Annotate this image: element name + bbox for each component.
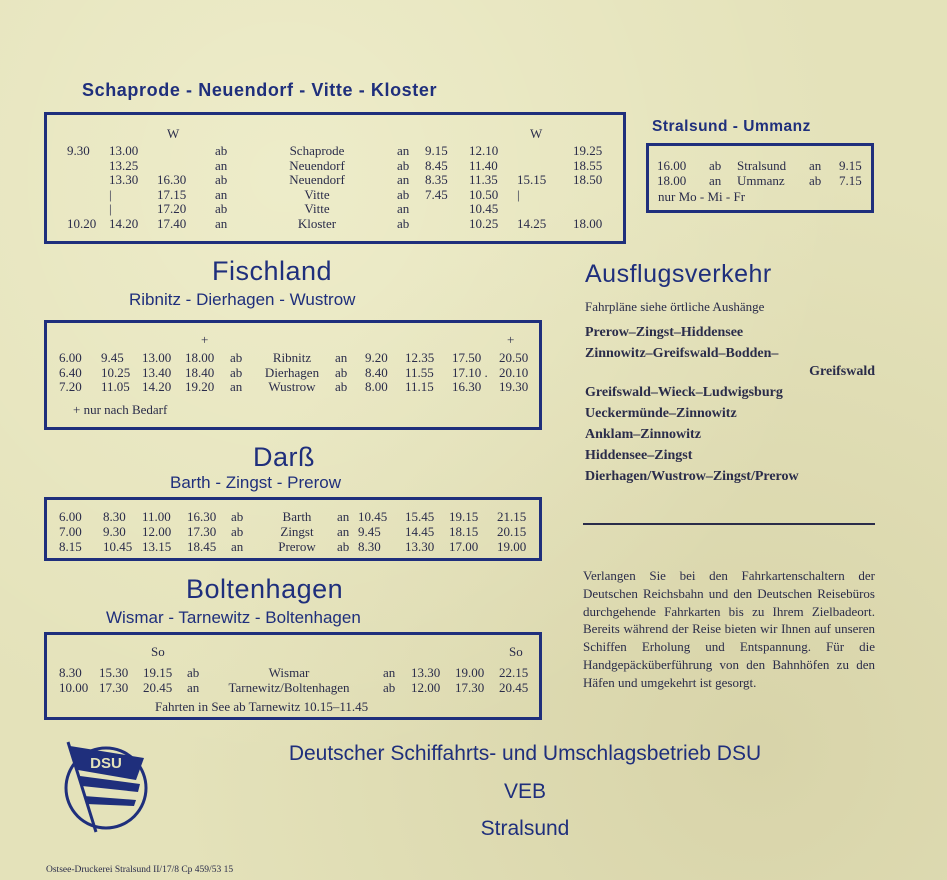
schaprode-marker-right: W (530, 126, 543, 141)
fischland-cell: ab (230, 350, 243, 365)
darss-cell: an (337, 524, 350, 539)
boltenhagen-cell: 22.15 (499, 665, 529, 680)
boltenhagen-cell: Tarnewitz/Boltenhagen (228, 679, 350, 695)
ausflug-route: Zinnowitz–Greifswald–Bodden– (585, 346, 779, 361)
schaprode-cell: 19.25 (573, 143, 603, 158)
fischland-subtitle: Ribnitz - Dierhagen - Wustrow (129, 290, 356, 309)
ummanz-cell: ab (809, 172, 822, 188)
schaprode-cell: ab (397, 186, 410, 202)
darss-cell: 15.45 (405, 509, 435, 524)
schaprode-cell: | (109, 201, 112, 217)
ummanz-cell: 7.15 (839, 172, 862, 188)
company-veb: VEB (503, 780, 547, 803)
fischland-cell: Ribnitz (272, 350, 312, 365)
ummanz-cell: Ummanz (737, 172, 785, 188)
fischland-cell: 8.40 (365, 364, 388, 380)
darss-cell: 6.00 (59, 509, 82, 524)
fischland-cell: 7.20 (59, 379, 82, 395)
fischland-cell: 18.00 (185, 350, 215, 365)
darss-cell: ab (231, 524, 244, 539)
schaprode-cell: 13.30 (109, 172, 139, 188)
fischland-cell: 6.00 (59, 350, 82, 365)
darss-cell: 10.45 (103, 539, 133, 554)
schaprode-cell: | (517, 186, 520, 202)
ummanz-cell: ab (709, 158, 722, 173)
darss-cell: Zingst (280, 524, 314, 539)
fischland-cell: 8.00 (365, 379, 388, 395)
ausflug-subtitle: Fahrpläne siehe örtliche Aushänge (585, 299, 765, 314)
ausflug-route: Prerow–Zingst–Hiddensee (585, 325, 744, 340)
ummanz-note: nur Mo - Mi - Fr (658, 189, 746, 204)
schaprode-cell: an (215, 157, 228, 173)
schaprode-marker-left: W (167, 126, 180, 141)
fischland-plus-left: + (201, 332, 209, 347)
darss-cell: 9.30 (103, 524, 126, 539)
ausflug-route: Greifswald–Wieck–Ludwigsburg (585, 385, 783, 400)
boltenhagen-cell: ab (187, 665, 200, 680)
boltenhagen-cell: 13.30 (411, 665, 441, 680)
ausflug-route: Ueckermünde–Zinnowitz (585, 406, 737, 421)
schaprode-timetable-box (44, 112, 626, 244)
schaprode-cell: ab (397, 216, 410, 231)
ausflug-route-list (585, 322, 875, 487)
schaprode-cell: an (397, 201, 410, 217)
fischland-cell: 16.30 (452, 379, 482, 395)
darss-cell: an (337, 509, 350, 524)
schaprode-cell: 8.35 (425, 172, 448, 188)
travel-notice-text: Verlangen Sie bei den Fahrkartenschaltern der Deutschen Reichsbahn und den Deutschen Reisebüros durchgehende Fahrkarten bis zu Ihrem Zielbadeort. Bereits während der Reise bieten wir Ihnen auf unseren Schiffen Erholung und Entspannung. Für die Handgepäcküberführung von den Bahnhöfen zu den Häfen und umgekehrt ist gesorgt. (583, 568, 875, 690)
fischland-cell: ab (230, 364, 243, 380)
darss-cell: 14.45 (405, 524, 435, 539)
darss-cell: 7.00 (59, 524, 82, 539)
fischland-cell: 10.25 (101, 364, 131, 380)
printer-imprint: Ostsee-Druckerei Stralsund II/17/8 Cp 459/53 15 (46, 865, 234, 875)
darss-title: Darß (253, 442, 315, 472)
boltenhagen-timetable-box (44, 632, 542, 720)
boltenhagen-marker-left: So (151, 644, 165, 659)
fischland-cell: 20.10 (499, 364, 529, 380)
boltenhagen-title: Boltenhagen (186, 574, 344, 604)
schaprode-cell: 13.00 (109, 143, 139, 158)
ummanz-cell: 9.15 (839, 158, 862, 173)
fischland-cell: ab (335, 364, 348, 380)
boltenhagen-cell: an (383, 665, 396, 680)
darss-cell: 8.15 (59, 539, 82, 554)
schaprode-cell: 10.25 (469, 216, 499, 231)
fischland-plus-right: + (507, 332, 515, 347)
ausflug-title: Ausflugsverkehr (585, 260, 772, 288)
schaprode-cell: 14.25 (517, 216, 547, 231)
darss-cell: 21.15 (497, 509, 527, 524)
boltenhagen-note: Fahrten in See ab Tarnewitz 10.15–11.45 (155, 699, 369, 714)
ummanz-title: Stralsund - Ummanz (652, 118, 811, 135)
company-name: Deutscher Schiffahrts- und Umschlagsbetrieb DSU (288, 742, 762, 765)
schaprode-cell: Vitte (304, 201, 330, 217)
boltenhagen-cell: 15.30 (99, 665, 129, 680)
fischland-cell: 11.05 (101, 379, 130, 395)
schaprode-cell: 17.40 (157, 216, 187, 231)
dsu-logo-stripe (84, 796, 136, 806)
darss-cell: 17.30 (187, 524, 217, 539)
darss-cell: 12.00 (142, 524, 172, 539)
fischland-cell: 18.40 (185, 364, 215, 380)
fischland-cell: 20.50 (499, 350, 529, 365)
schaprode-cell: ab (397, 157, 410, 173)
fischland-cell: 14.20 (142, 379, 172, 395)
darss-cell: 17.00 (449, 539, 479, 554)
fischland-note: + nur nach Bedarf (73, 402, 168, 417)
schaprode-cell: 18.50 (573, 172, 603, 188)
fischland-cell: 9.45 (101, 350, 124, 365)
darss-cell: 13.30 (405, 539, 435, 554)
fischland-cell: ab (335, 379, 348, 395)
schaprode-cell: ab (215, 143, 228, 158)
fischland-title: Fischland (212, 256, 333, 286)
schaprode-cell: 14.20 (109, 216, 139, 231)
fischland-cell: 13.40 (142, 364, 172, 380)
schaprode-cell: 17.20 (157, 201, 187, 217)
schaprode-cell: 11.35 (469, 172, 498, 188)
darss-cell: 8.30 (103, 509, 126, 524)
darss-timetable-box (44, 497, 542, 561)
ummanz-cell: an (809, 158, 822, 173)
schaprode-cell: 18.55 (573, 157, 603, 173)
schaprode-cell: an (215, 186, 228, 202)
schaprode-cell: Schaprode (289, 143, 345, 158)
boltenhagen-cell: 19.15 (143, 665, 173, 680)
darss-cell: Prerow (278, 539, 316, 554)
darss-cell: 18.45 (187, 539, 217, 554)
boltenhagen-cell: 10.00 (59, 679, 89, 695)
schaprode-cell: Vitte (304, 186, 330, 202)
boltenhagen-cell: 20.45 (143, 679, 173, 695)
divider-rule (583, 523, 875, 525)
boltenhagen-cell: an (187, 679, 200, 695)
schaprode-title: Schaprode - Neuendorf - Vitte - Kloster (82, 80, 438, 100)
schaprode-cell: 10.20 (67, 216, 97, 231)
boltenhagen-cell: 12.00 (411, 679, 441, 695)
schaprode-cell: 12.10 (469, 143, 499, 158)
schaprode-cell: an (397, 143, 410, 158)
fischland-cell: an (230, 379, 243, 395)
fischland-cell: an (335, 350, 348, 365)
ausflug-route: Dierhagen/Wustrow–Zingst/Prerow (585, 469, 799, 484)
fischland-cell: 6.40 (59, 364, 82, 380)
schaprode-cell: 9.15 (425, 143, 448, 158)
darss-cell: Barth (282, 509, 312, 524)
fischland-cell: 9.20 (365, 350, 388, 365)
ummanz-cell: 18.00 (657, 172, 687, 188)
schaprode-cell: 10.45 (469, 201, 499, 217)
schaprode-cell: ab (215, 201, 228, 217)
schaprode-cell: 18.00 (573, 216, 603, 231)
ausflug-route: Greifswald (809, 364, 875, 379)
boltenhagen-cell: 20.45 (499, 679, 529, 695)
darss-cell: 11.00 (142, 509, 171, 524)
schaprode-cell: | (109, 186, 112, 202)
schaprode-cell: Neuendorf (289, 172, 345, 188)
schaprode-cell: 11.40 (469, 157, 498, 173)
schaprode-cell: 9.30 (67, 143, 90, 158)
ausflug-route: Hiddensee–Zingst (585, 448, 693, 463)
fischland-cell: Wustrow (268, 379, 316, 395)
schaprode-cell: Kloster (297, 216, 337, 231)
darss-cell: 19.15 (449, 509, 479, 524)
darss-cell: 13.15 (142, 539, 172, 554)
darss-cell: 10.45 (358, 509, 388, 524)
boltenhagen-subtitle: Wismar - Tarnewitz - Boltenhagen (106, 608, 361, 627)
boltenhagen-marker-right: So (509, 644, 523, 659)
fischland-cell: 11.55 (405, 364, 434, 380)
schaprode-cell: 8.45 (425, 157, 448, 173)
schaprode-cell: an (215, 216, 228, 231)
darss-cell: 8.30 (358, 539, 381, 554)
darss-cell: 16.30 (187, 509, 217, 524)
schaprode-cell: Neuendorf (289, 157, 345, 173)
boltenhagen-cell: Wismar (268, 665, 310, 680)
travel-notice (583, 567, 875, 692)
darss-cell: 9.45 (358, 524, 381, 539)
fischland-cell: 17.10 . (452, 364, 488, 380)
darss-cell: ab (337, 539, 350, 554)
schaprode-cell: 17.15 (157, 186, 187, 202)
ummanz-cell: an (709, 172, 722, 188)
darss-cell: 18.15 (449, 524, 479, 539)
fischland-timetable-box (44, 320, 542, 430)
boltenhagen-cell: ab (383, 679, 396, 695)
schaprode-cell: 7.45 (425, 186, 448, 202)
schaprode-cell: ab (215, 172, 228, 188)
ummanz-cell: 16.00 (657, 158, 687, 173)
schaprode-cell: 16.30 (157, 172, 187, 188)
schaprode-cell: 10.50 (469, 186, 499, 202)
boltenhagen-cell: 17.30 (99, 679, 129, 695)
fischland-cell: 19.30 (499, 379, 529, 395)
boltenhagen-cell: 19.00 (455, 665, 485, 680)
fischland-cell: 13.00 (142, 350, 172, 365)
darss-cell: ab (231, 509, 244, 524)
ummanz-cell: Stralsund (737, 158, 787, 173)
fischland-cell: 17.50 (452, 350, 482, 365)
darss-subtitle: Barth - Zingst - Prerow (170, 473, 341, 492)
fischland-cell: 11.15 (405, 379, 434, 395)
fischland-cell: 12.35 (405, 350, 435, 365)
dsu-logo-text: DSU (90, 755, 122, 772)
dsu-logo (56, 736, 156, 836)
ummanz-timetable-box (646, 143, 874, 213)
company-city: Stralsund (480, 817, 570, 840)
ausflug-route: Anklam–Zinnowitz (585, 427, 701, 442)
darss-cell: an (231, 539, 244, 554)
schaprode-cell: an (397, 172, 410, 188)
schaprode-cell: 13.25 (109, 157, 139, 173)
darss-cell: 20.15 (497, 524, 527, 539)
darss-cell: 19.00 (497, 539, 527, 554)
schaprode-cell: 15.15 (517, 172, 547, 188)
boltenhagen-cell: 8.30 (59, 665, 82, 680)
boltenhagen-cell: 17.30 (455, 679, 485, 695)
fischland-cell: Dierhagen (264, 364, 320, 380)
fischland-cell: 19.20 (185, 379, 215, 395)
